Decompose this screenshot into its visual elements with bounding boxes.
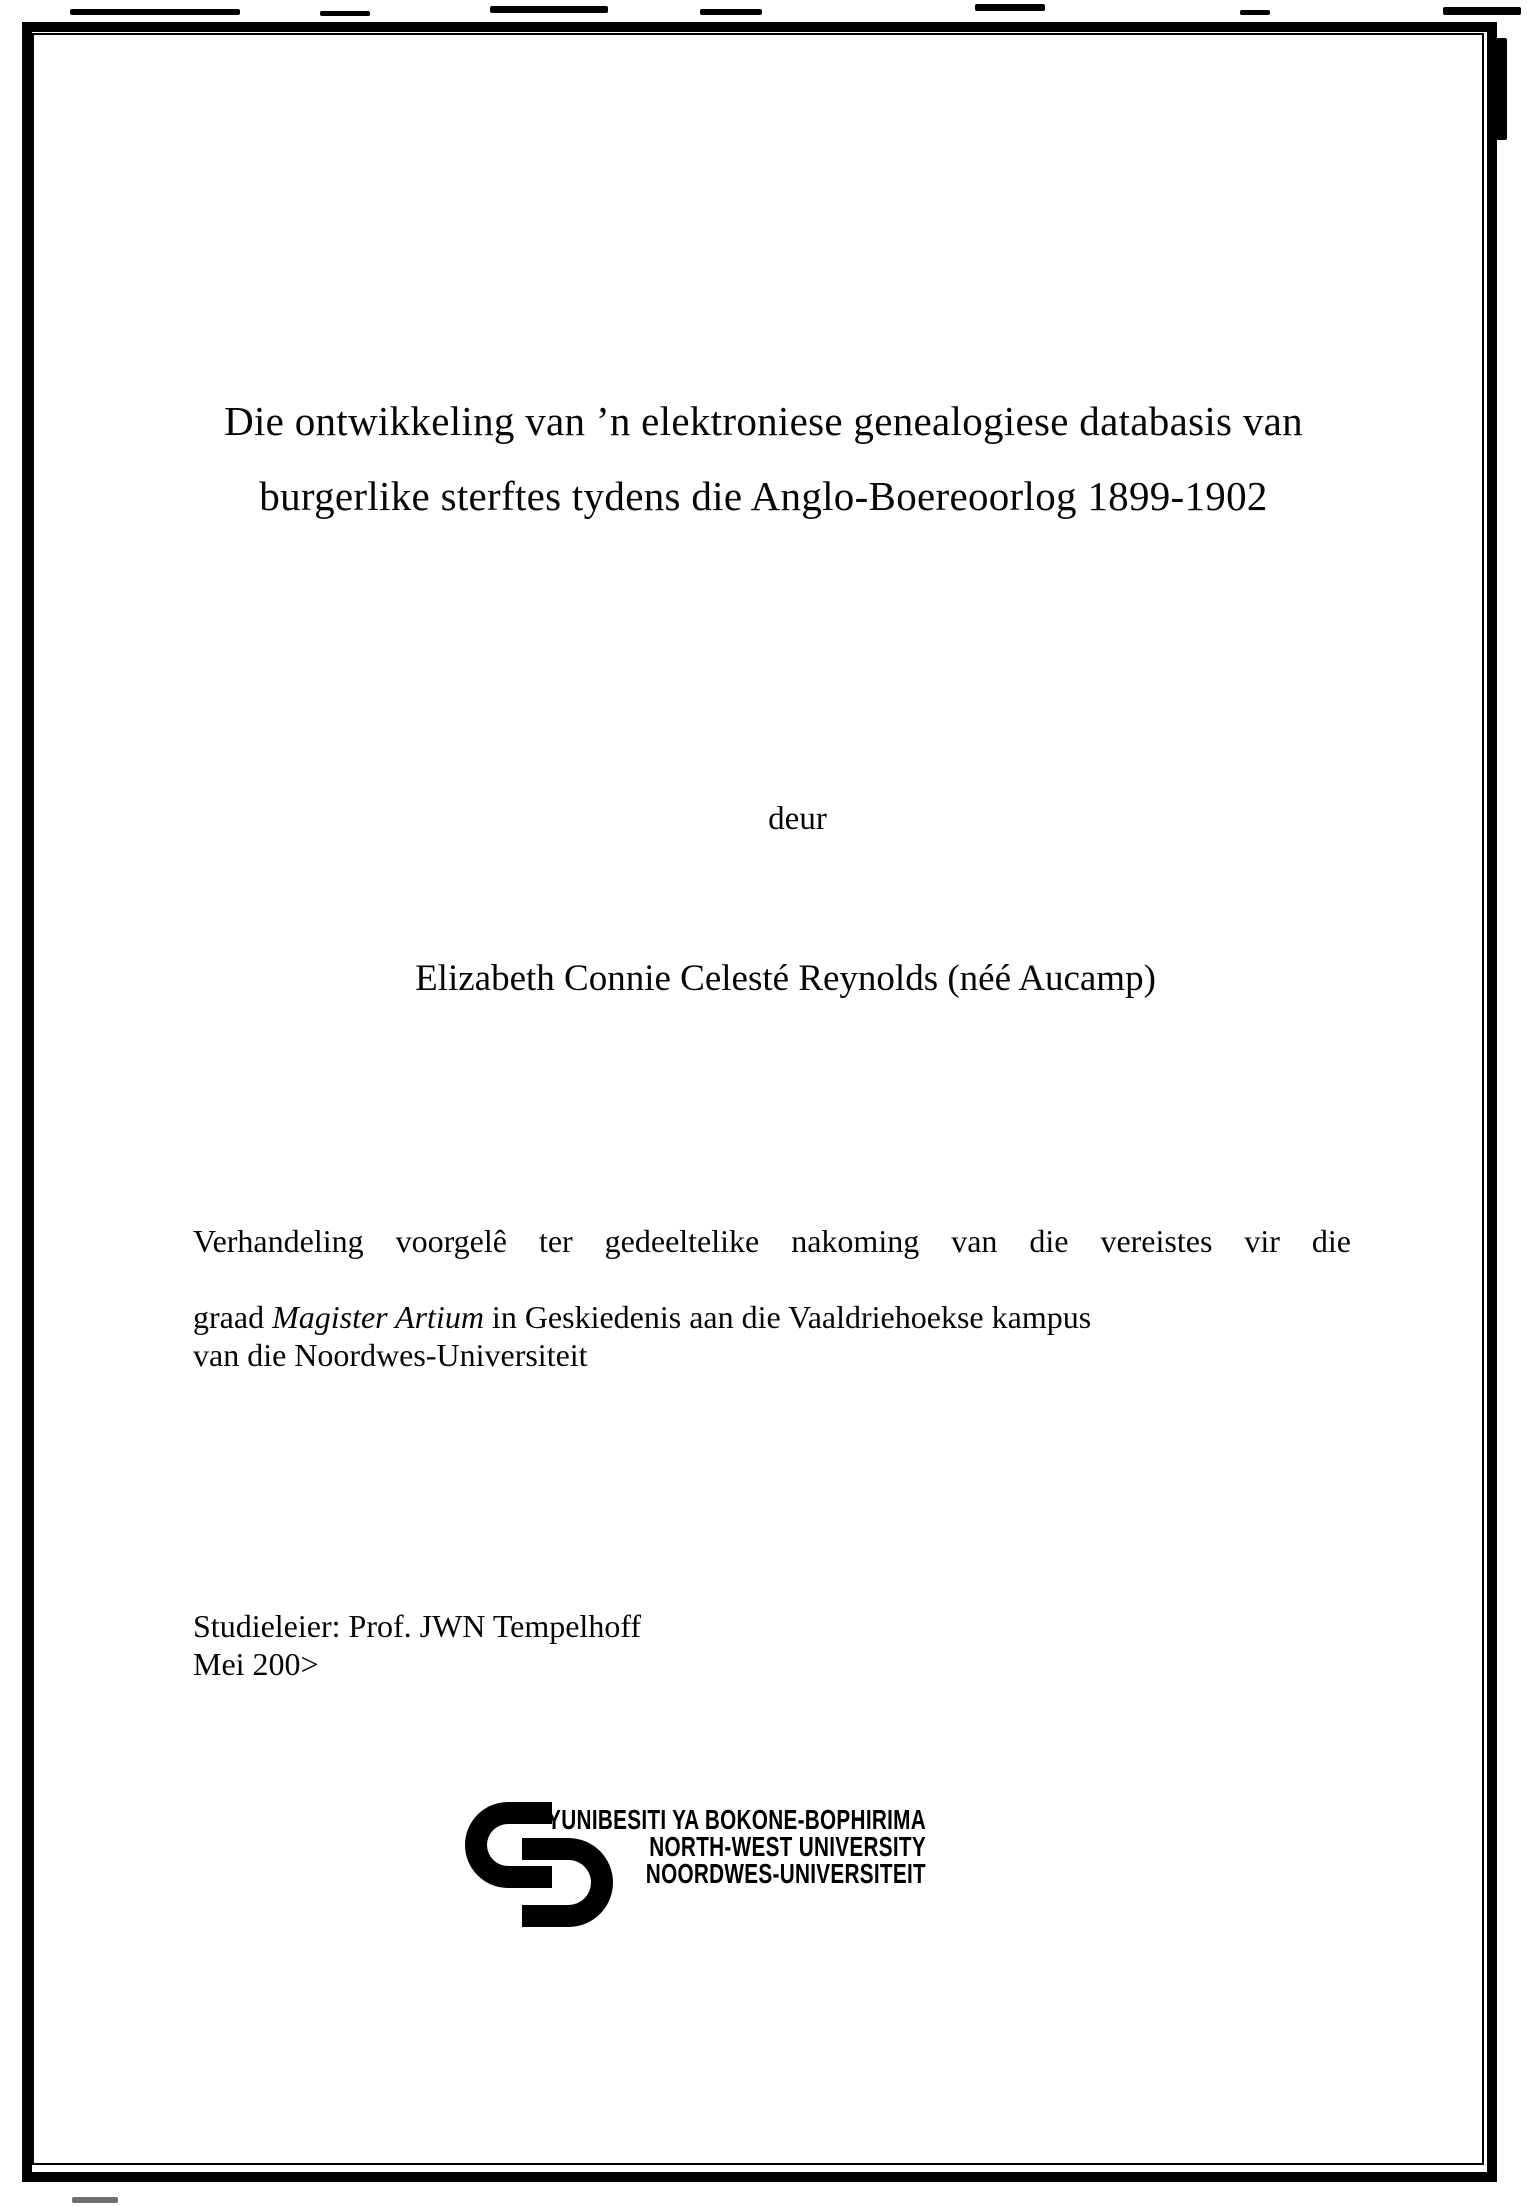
supervisor-line: Studieleier: Prof. JWN Tempelhoff <box>193 1608 642 1644</box>
thesis-title-line2: burgerlike sterftes tydens die Anglo-Boereoorlog 1899-1902 <box>259 473 1268 519</box>
scan-artifact <box>975 4 1045 11</box>
date-line: Mei 200> <box>193 1646 319 1682</box>
degree-statement-line1: Verhandeling voorgelê ter gedeeltelike nakoming van die vereistes vir die <box>193 1223 1351 1259</box>
degree-name-italic: Magister Artium <box>272 1299 484 1335</box>
scan-artifact <box>490 6 608 13</box>
scan-artifact <box>700 9 762 15</box>
scan-artifact <box>72 2197 118 2203</box>
degree-statement-line2-post: in Geskiedenis aan die Vaaldriehoekse kampus <box>483 1299 1092 1335</box>
degree-statement-line2-pre: graad <box>193 1299 273 1335</box>
scan-artifact <box>320 11 370 16</box>
author-name: Elizabeth Connie Celesté Reynolds (néé Aucamp) <box>415 958 1156 999</box>
byline: deur <box>768 801 827 837</box>
logo-line-english: NORTH-WEST UNIVERSITY <box>649 1831 926 1862</box>
scan-artifact <box>1494 38 1507 140</box>
thesis-title-line1: Die ontwikkeling van ’n elektroniese genealogiese databasis van <box>224 398 1303 444</box>
scan-artifact <box>1443 7 1521 15</box>
logo-line-afrikaans: NOORDWES-UNIVERSITEIT <box>645 1858 926 1889</box>
degree-statement <box>193 1222 1351 1374</box>
logo-line-setswana: YUNIBESITI YA BOKONE-BOPHIRIMA <box>547 1804 926 1835</box>
supervisor-block <box>193 1607 1093 1683</box>
scan-artifact <box>1240 10 1270 15</box>
scan-artifact <box>70 9 240 15</box>
degree-statement-line3: van die Noordwes-Universiteit <box>193 1337 588 1373</box>
degree-statement-line2 <box>193 1298 1351 1336</box>
nwu-logo-wordmark <box>512 1806 926 1887</box>
thesis-title <box>0 384 1527 534</box>
